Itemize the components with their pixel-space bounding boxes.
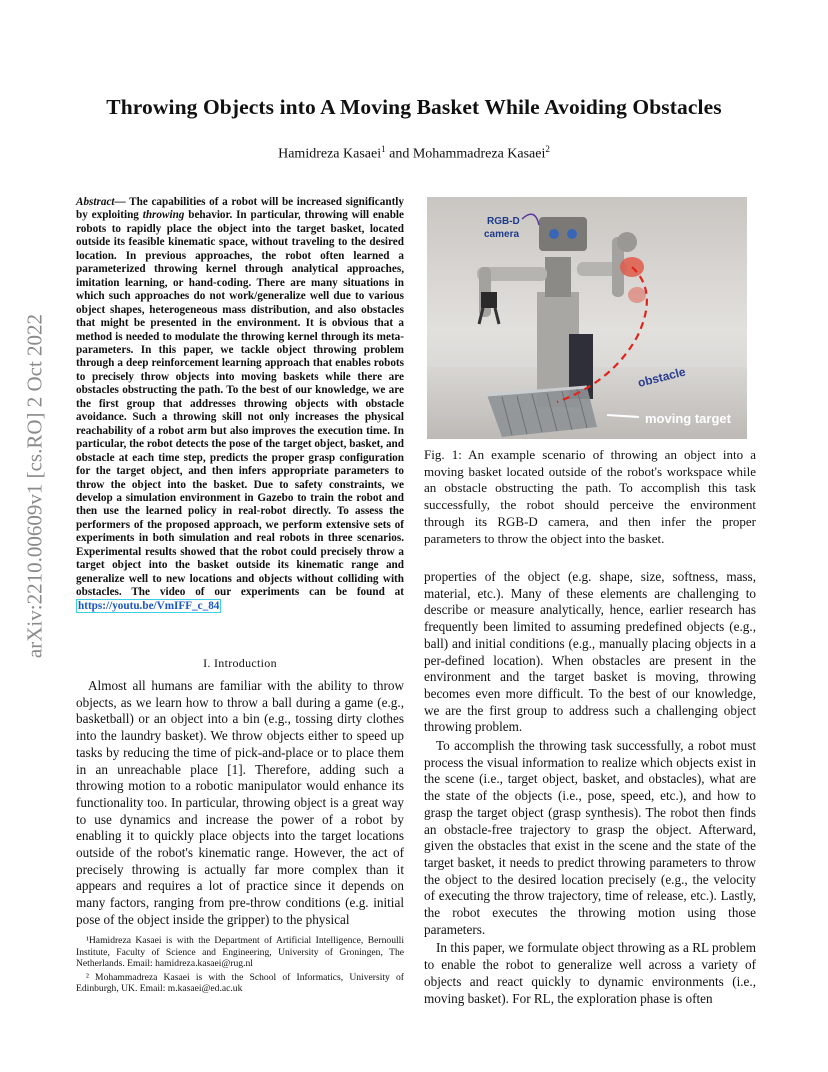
figure-caption: Fig. 1: An example scenario of throwing an object into a moving basket located outside of the robot's workspace while an obstacle obstructing the path. To accomplish this task successfully, the robot should perceive the environment through its RGB-D camera, and then infer the proper parameters to throw the object into the basket.	[424, 447, 756, 546]
section-heading: I. Introduction	[203, 656, 277, 670]
intro-column	[76, 678, 404, 929]
right-paragraph-1: properties of the object (e.g. shape, size, softness, mass, material, etc.). Many of these elements are challenging to describe or measure analytically, hence, earlier research has frequently been limited to assuming predefined objects (e.g., ball) and initial conditions (e.g., manually placing objects in a per-defined location). When obstacles are present in the environment and the target basket is moving, throwing becomes even more difficult. To the best of our knowledge, we are the first group to address such a challenging object throwing problem.	[424, 569, 756, 735]
author-2: Mohammadreza Kasaei	[412, 146, 546, 162]
abstract	[76, 196, 404, 613]
arxiv-stamp	[20, 296, 50, 676]
abstract-text-1: — The capabilities of a robot will be increased significantly by exploiting	[76, 196, 404, 222]
label-obstacle: obstacle	[636, 364, 687, 390]
right-column-text	[424, 569, 756, 1007]
paper-title: Throwing Objects into A Moving Basket While Avoiding Obstacles	[106, 95, 722, 119]
intro-paragraph: Almost all humans are familiar with the ability to throw objects, as we learn how to throw a ball during a game (e.g., basketball) or an object into a bin (e.g., tossing dirty clothes into the laundry basket). We throw objects either to speed up tasks by reducing the time of pick-and-place or to place them in an unreachable place [1]. Therefore, adding such a throwing motion to a robotic manipulator would enhance its functionality too. In particular, throwing object is a great way to use dynamics and increase the power of a robot by enabling it to quickly place objects into the target locations outside of the robot's kinematic range. However, the act of precisely throwing is actually far more complex than it appears and requires a lot of practice since it depends on many factors, ranging from pre-throw conditions (e.g. initial pose of the object inside the gripper) to the physical	[76, 678, 404, 927]
author-conjunction: and	[385, 146, 413, 162]
robot-scene-illustration	[427, 197, 747, 439]
footnote-1: ¹Hamidreza Kasaei is with the Department of Artificial Intelligence, Bernoulli Institute, Faculty of Science and Engineering, University of Groningen, The Netherlands. Email: hamidreza.kasaei@rug.nl	[76, 935, 404, 969]
video-link[interactable]: https://youtu.be/VmIFF_c_84	[78, 599, 220, 612]
footnotes	[76, 935, 404, 997]
arxiv-stamp-text: arXiv:2210.00609v1 [cs.RO] 2 Oct 2022	[22, 313, 47, 659]
label-moving-target: moving target	[645, 411, 731, 426]
author-2-affil: 2	[545, 144, 550, 154]
figure-1-image	[427, 197, 747, 439]
label-rgbd-line2: camera	[484, 229, 520, 240]
abstract-text-2: behavior. In particular, throwing will enable robots to rapidly place the object into the target basket, located outside its feasible kinematic space, without traveling to the desired location. In previous approaches, the robot often learned a parameterized throwing kernel through analytical approaches, imitation learning, or hand-coding. There are many situations in which such approaches do not work/generalize well due to various object shapes, heterogeneous mass distribution, and also obstacles that might be presented in the environment. It is obvious that a method is needed to modulate the throwing kernel through its meta-parameters. In this paper, we tackle object throwing problem through a deep reinforcement learning approach that enables robots to precisely throw objects into moving baskets while there are obstacles obstructing the path. To the best of our knowledge, we are the first group that addresses throwing objects with obstacle avoidance. Such a throwing skill not only increases the physical reachability of a robot arm but also improves the execution time. In particular, the robot detects the pose of the target object, basket, and obstacle at each time step, predicts the proper grasp configuration for the target object, and then infers appropriate parameters to throw the object into the basket. Due to safety constraints, we develop a simulation environment in Gazebo to train the robot and then use the learned policy in real-robot directly. To assess the performers of the proposed approach, we perform extensive sets of experiments in both simulation and real robots in three scenarios. Experimental results showed that the robot could precisely throw a target object into the basket outside its kinematic range and generalize well to new locations and objects without colliding with obstacles. The video of our experiments can be found at	[76, 209, 404, 599]
author-line	[60, 144, 768, 163]
label-rgbd-line1: RGB-D	[487, 216, 520, 227]
author-1-affil: 1	[381, 144, 386, 154]
right-paragraph-2: To accomplish the throwing task successfully, a robot must process the visual information to realize which objects exist in the scene (i.e., target object, basket, and obstacles), what are the state of the objects (i.e., pose, speed, etc.), and how to grasp the target object (grasp synthesis). The robot then finds an obstacle-free trajectory to grasp the object. Afterward, given the obstacles that exist in the scene and the state of the target basket, it needs to predict throwing parameters to throw the object to the desired location precisely (e.g., the velocity of executing the throw trajectory, time of release, etc.). Lastly, the robot executes the throwing motion using those parameters.	[424, 738, 756, 937]
abstract-emphasis: throwing	[142, 209, 185, 222]
author-1: Hamidreza Kasaei	[278, 146, 382, 162]
footnote-2: ² Mohammadreza Kasaei is with the School of Informatics, University of Edinburgh, UK. Email: m.kasaei@ed.ac.uk	[76, 971, 404, 994]
right-paragraph-3: In this paper, we formulate object throwing as a RL problem to enable the robot to generalize well across a variety of objects and react quickly to dynamic environments (i.e., moving basket). For RL, the exploration phase is often	[424, 940, 756, 1006]
abstract-label: Abstract	[76, 196, 115, 208]
